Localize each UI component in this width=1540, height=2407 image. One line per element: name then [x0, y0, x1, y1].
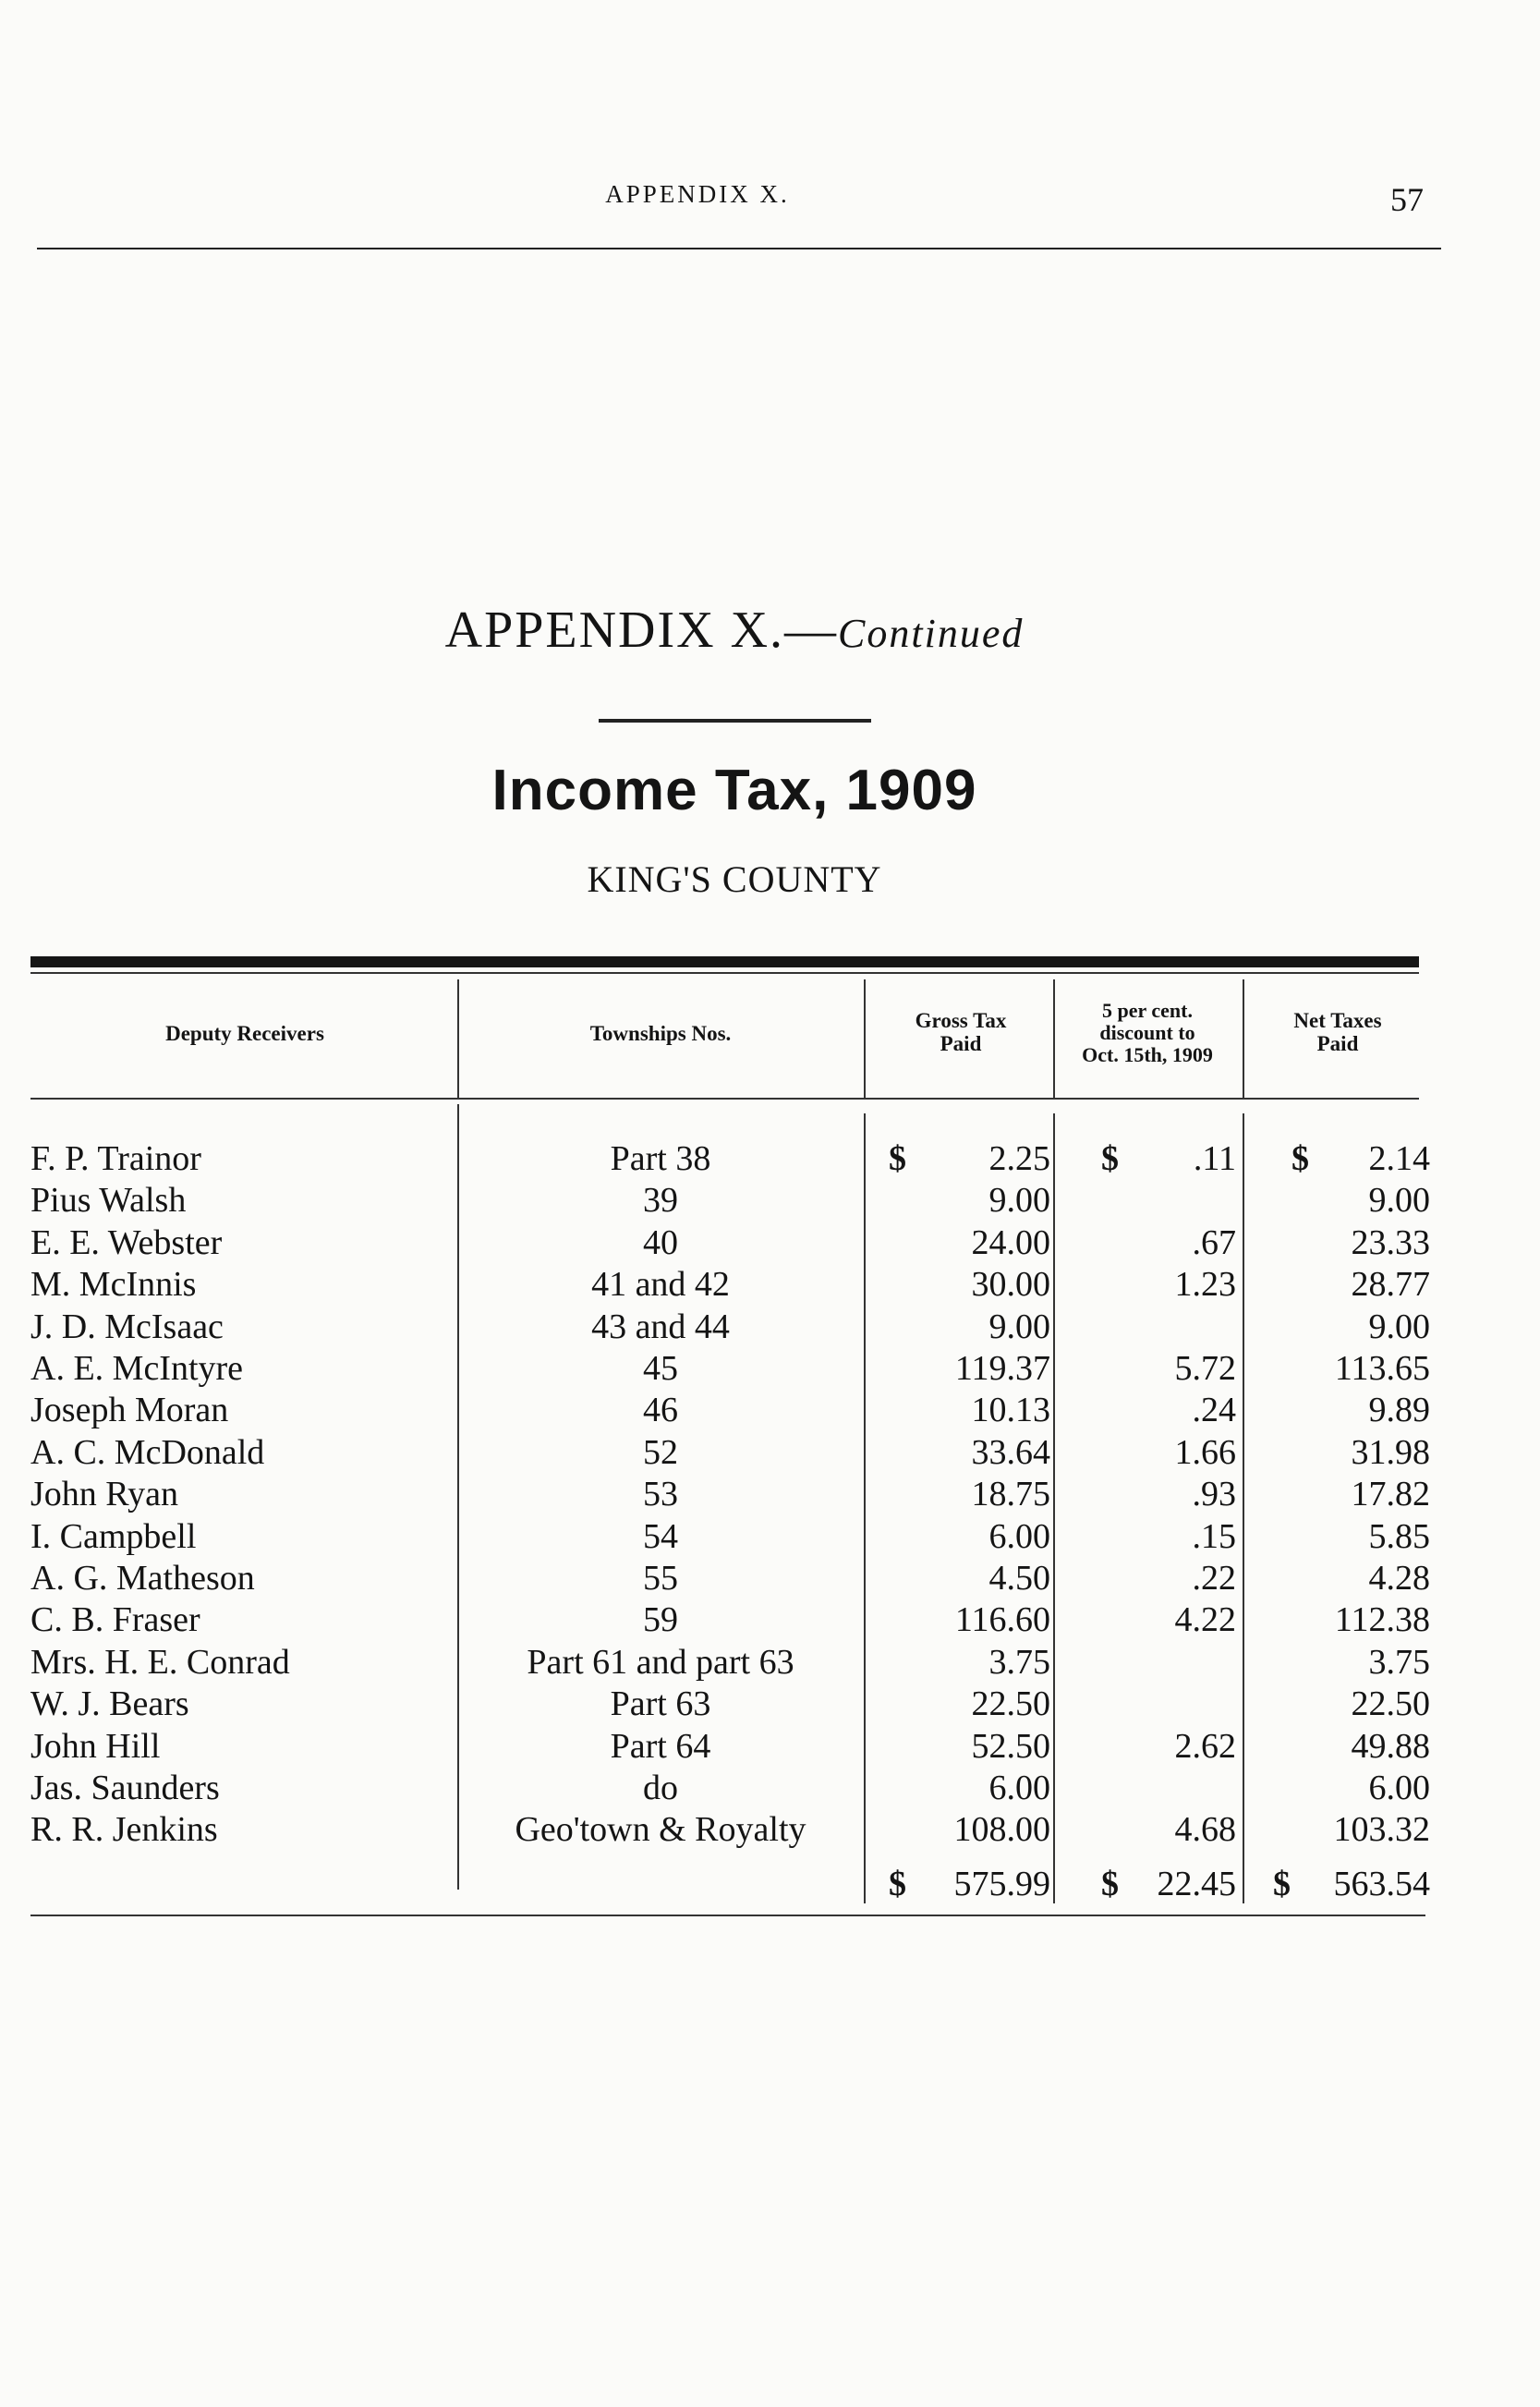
receiver-name: John Hill — [30, 1727, 161, 1766]
net-taxes-paid: 28.77 — [1351, 1265, 1430, 1304]
gross-tax-paid: 6.00 — [988, 1517, 1050, 1556]
discount-amount: 4.22 — [1174, 1600, 1236, 1639]
col-header-net-line1: Net Taxes — [1293, 1009, 1382, 1032]
discount-amount: .22 — [1192, 1559, 1236, 1598]
net-taxes-paid: 4.28 — [1368, 1559, 1430, 1598]
county-heading: KING'S COUNTY — [587, 858, 882, 900]
col-header-discount-line2: discount to — [1099, 1021, 1195, 1045]
col-header-gross — [870, 1009, 1051, 1056]
column-divider — [1053, 979, 1055, 1098]
net-taxes-paid: 9.00 — [1368, 1307, 1430, 1346]
main-title: Income Tax, 1909 — [491, 759, 977, 822]
gross-tax-paid: 52.50 — [971, 1727, 1050, 1766]
township-nos: do — [643, 1769, 678, 1807]
township-nos: 45 — [643, 1349, 678, 1388]
col-header-discount — [1055, 1000, 1240, 1067]
net-taxes-paid: 9.00 — [1368, 1181, 1430, 1220]
gross-tax-paid: 4.50 — [988, 1559, 1050, 1598]
receiver-name: M. McInnis — [30, 1265, 197, 1304]
net-taxes-paid: 113.65 — [1334, 1349, 1430, 1388]
net-taxes-paid: 6.00 — [1368, 1769, 1430, 1807]
receiver-name: J. D. McIsaac — [30, 1307, 224, 1346]
gross-tax-paid: 2.25 — [988, 1139, 1050, 1178]
col-header-gross-line1: Gross Tax — [915, 1009, 1007, 1032]
gross-tax-paid: 10.13 — [971, 1391, 1050, 1429]
discount-amount: .93 — [1192, 1475, 1236, 1513]
total-gross: 575.99 — [953, 1865, 1050, 1903]
appendix-title — [0, 601, 1469, 660]
discount-amount: .67 — [1192, 1223, 1236, 1262]
table-bottom-rule — [30, 1915, 1425, 1916]
township-nos: Part 61 and part 63 — [527, 1643, 794, 1682]
col-header-net-line2: Paid — [1316, 1032, 1359, 1056]
total-net-currency: $ — [1273, 1865, 1291, 1903]
net-taxes-paid: 5.85 — [1368, 1517, 1430, 1556]
township-nos: 59 — [643, 1600, 678, 1639]
receiver-name: W. J. Bears — [30, 1684, 189, 1723]
gross-tax-paid: 18.75 — [971, 1475, 1050, 1513]
gross-tax-paid: 33.64 — [971, 1433, 1050, 1472]
page-number: 57 — [1390, 181, 1424, 218]
gross-tax-paid: 22.50 — [971, 1684, 1050, 1723]
net-taxes-paid: 3.75 — [1368, 1643, 1430, 1682]
gross-tax-paid: 24.00 — [971, 1223, 1050, 1262]
township-nos: Part 64 — [610, 1727, 711, 1766]
net-taxes-paid: 9.89 — [1368, 1391, 1430, 1429]
township-nos: 40 — [643, 1223, 678, 1262]
appendix-title-dash: — — [784, 602, 839, 659]
column-divider — [1243, 1113, 1244, 1903]
discount-amount: 1.23 — [1174, 1265, 1236, 1304]
gross-currency: $ — [889, 1139, 906, 1178]
discount-amount: 1.66 — [1174, 1433, 1236, 1472]
appendix-continued: Continued — [838, 611, 1025, 656]
col-header-discount-line1: 5 per cent. — [1102, 999, 1193, 1022]
col-header-net — [1247, 1009, 1428, 1056]
township-nos: 41 and 42 — [591, 1265, 730, 1304]
township-nos: 52 — [643, 1433, 678, 1472]
net-taxes-paid: 17.82 — [1351, 1475, 1430, 1513]
appendix-title-main: APPENDIX X. — [444, 602, 785, 659]
township-nos: 39 — [643, 1181, 678, 1220]
table-header-rule — [30, 1098, 1419, 1100]
header-rule — [37, 248, 1441, 249]
running-head: APPENDIX X. — [605, 180, 790, 208]
discount-currency: $ — [1101, 1139, 1119, 1178]
column-divider — [1243, 979, 1244, 1098]
discount-amount: 4.68 — [1174, 1810, 1236, 1849]
receiver-name: Mrs. H. E. Conrad — [30, 1643, 290, 1682]
discount-amount: 2.62 — [1174, 1727, 1236, 1766]
net-taxes-paid: 112.38 — [1334, 1600, 1430, 1639]
gross-tax-paid: 9.00 — [988, 1307, 1050, 1346]
net-currency: $ — [1291, 1139, 1309, 1178]
gross-tax-paid: 3.75 — [988, 1643, 1050, 1682]
township-nos: 43 and 44 — [591, 1307, 730, 1346]
gross-tax-paid: 108.00 — [953, 1810, 1050, 1849]
receiver-name: R. R. Jenkins — [30, 1810, 218, 1849]
township-nos: Geo'town & Royalty — [515, 1810, 806, 1849]
township-nos: 53 — [643, 1475, 678, 1513]
gross-tax-paid: 6.00 — [988, 1769, 1050, 1807]
net-taxes-paid: 49.88 — [1351, 1727, 1430, 1766]
col-header-gross-line2: Paid — [940, 1032, 982, 1056]
total-discount-currency: $ — [1101, 1865, 1119, 1903]
receiver-name: Joseph Moran — [30, 1391, 229, 1429]
total-gross-currency: $ — [889, 1865, 906, 1903]
gross-tax-paid: 116.60 — [954, 1600, 1050, 1639]
receiver-name: Pius Walsh — [30, 1181, 187, 1220]
column-divider — [457, 979, 459, 1098]
receiver-name: Jas. Saunders — [30, 1769, 220, 1807]
table-top-thin-rule — [30, 972, 1419, 974]
receiver-name: A. G. Matheson — [30, 1559, 255, 1598]
column-divider — [864, 979, 866, 1098]
discount-amount: .15 — [1192, 1517, 1236, 1556]
col-header-discount-line3: Oct. 15th, 1909 — [1082, 1043, 1213, 1067]
table-top-thick-rule — [30, 956, 1419, 967]
township-nos: 46 — [643, 1391, 678, 1429]
net-taxes-paid: 103.32 — [1333, 1810, 1430, 1849]
receiver-name: E. E. Webster — [30, 1223, 223, 1262]
receiver-name: C. B. Fraser — [30, 1600, 200, 1639]
total-discount: 22.45 — [1157, 1865, 1236, 1903]
township-nos: 55 — [643, 1559, 678, 1598]
gross-tax-paid: 9.00 — [988, 1181, 1050, 1220]
title-divider — [599, 719, 871, 723]
total-net: 563.54 — [1333, 1865, 1430, 1903]
gross-tax-paid: 119.37 — [954, 1349, 1050, 1388]
net-taxes-paid: 22.50 — [1351, 1684, 1430, 1723]
gross-tax-paid: 30.00 — [971, 1265, 1050, 1304]
receiver-name: F. P. Trainor — [30, 1139, 201, 1178]
township-nos: Part 63 — [610, 1684, 711, 1723]
col-header-receivers: Deputy Receivers — [165, 1022, 324, 1045]
discount-amount: .24 — [1192, 1391, 1236, 1429]
receiver-name: I. Campbell — [30, 1517, 197, 1556]
net-taxes-paid: 31.98 — [1351, 1433, 1430, 1472]
column-divider — [1053, 1113, 1055, 1903]
township-nos: Part 38 — [610, 1139, 711, 1178]
net-taxes-paid: 23.33 — [1351, 1223, 1430, 1262]
col-header-townships: Townships Nos. — [589, 1022, 732, 1045]
receiver-name: A. E. McIntyre — [30, 1349, 244, 1388]
net-taxes-paid: 2.14 — [1368, 1139, 1430, 1178]
discount-amount: .11 — [1193, 1139, 1236, 1178]
receiver-name: John Ryan — [30, 1475, 178, 1513]
township-nos: 54 — [643, 1517, 678, 1556]
discount-amount: 5.72 — [1174, 1349, 1236, 1388]
receiver-name: A. C. McDonald — [30, 1433, 265, 1472]
